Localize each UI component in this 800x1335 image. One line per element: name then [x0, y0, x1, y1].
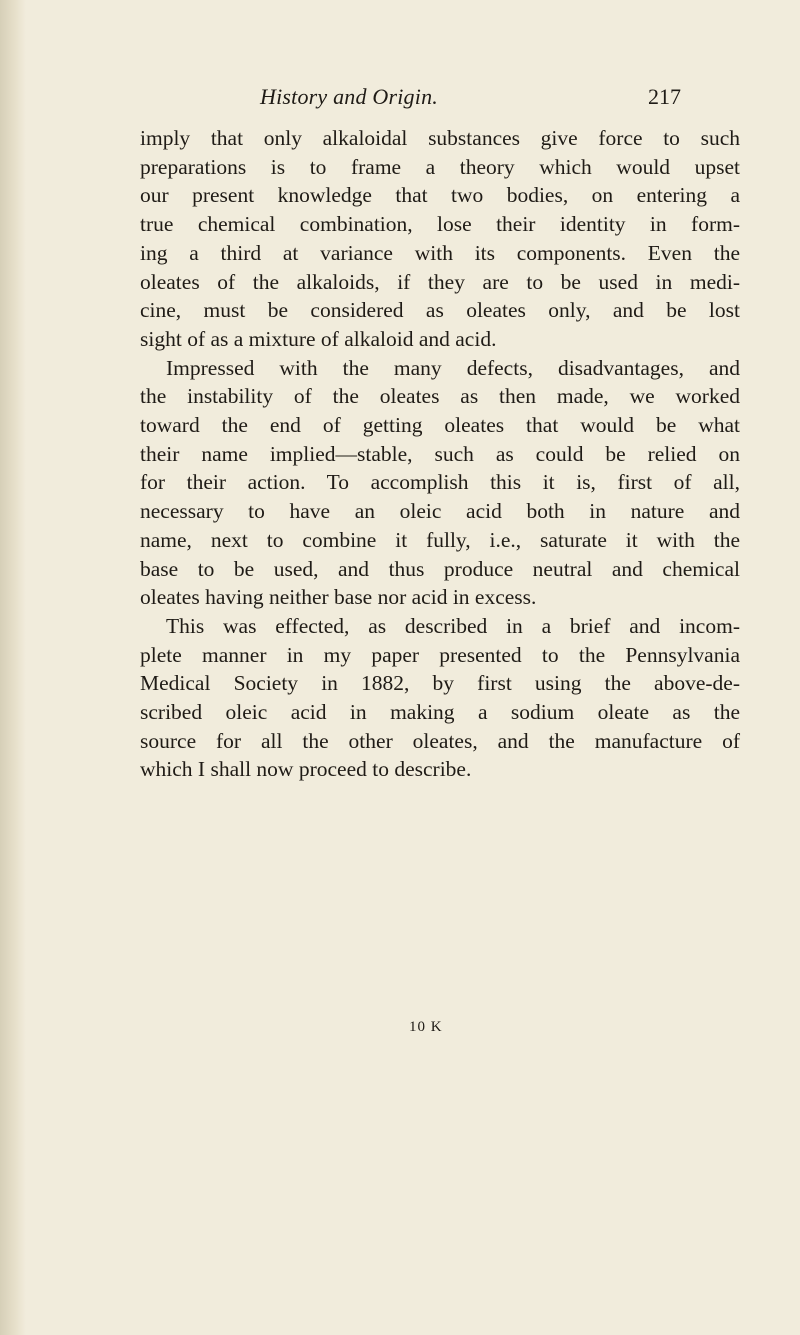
text-line: preparations is to frame a theory which would upset	[140, 154, 740, 179]
text-line: scribed oleic acid in making a sodium oleate as the	[140, 700, 740, 725]
text-line: oleates having neither base nor acid in excess.	[140, 585, 537, 610]
text-line: name, next to combine it fully, i.e., saturate it with the	[140, 527, 740, 552]
text-line: the instability of the oleates as then made, we worked	[140, 384, 740, 409]
text-line: which I shall now proceed to describe.	[140, 757, 472, 782]
text-line: necessary to have an oleic acid both in nature and	[140, 499, 740, 524]
text-line: oleates of the alkaloids, if they are to be used in medi-	[140, 269, 740, 294]
text-line: their name implied—stable, such as could be relied on	[140, 441, 740, 466]
text-line: plete manner in my paper presented to the Pennsylvania	[140, 642, 740, 667]
text-line: This was effected, as described in a brief and incom-	[166, 613, 740, 638]
text-line: Medical Society in 1882, by first using the above-de-	[140, 671, 740, 696]
text-line: ing a third at variance with its components. Even the	[140, 240, 740, 265]
printer-signature-mark: 10 K	[409, 1019, 443, 1035]
page-left-edge-shadow	[0, 0, 26, 1335]
text-line: true chemical combination, lose their identity in form-	[140, 212, 740, 237]
text-line: source for all the other oleates, and the manufacture of	[140, 728, 740, 753]
running-head-title: History and Origin.	[260, 84, 438, 109]
text-line: toward the end of getting oleates that would be what	[140, 413, 740, 438]
text-line: our present knowledge that two bodies, on entering a	[140, 183, 740, 208]
text-line: imply that only alkaloidal substances give force to such	[140, 126, 740, 150]
text-line: cine, must be considered as oleates only, and be lost	[140, 298, 740, 323]
body-text	[140, 124, 740, 784]
text-line: for their action. To accomplish this it is, first of all,	[140, 470, 740, 495]
text-line: base to be used, and thus produce neutral and chemical	[140, 556, 740, 581]
text-line: Impressed with the many defects, disadvantages, and	[166, 355, 740, 380]
page-number: 217	[648, 84, 681, 109]
text-line: sight of as a mixture of alkaloid and acid.	[140, 326, 497, 351]
